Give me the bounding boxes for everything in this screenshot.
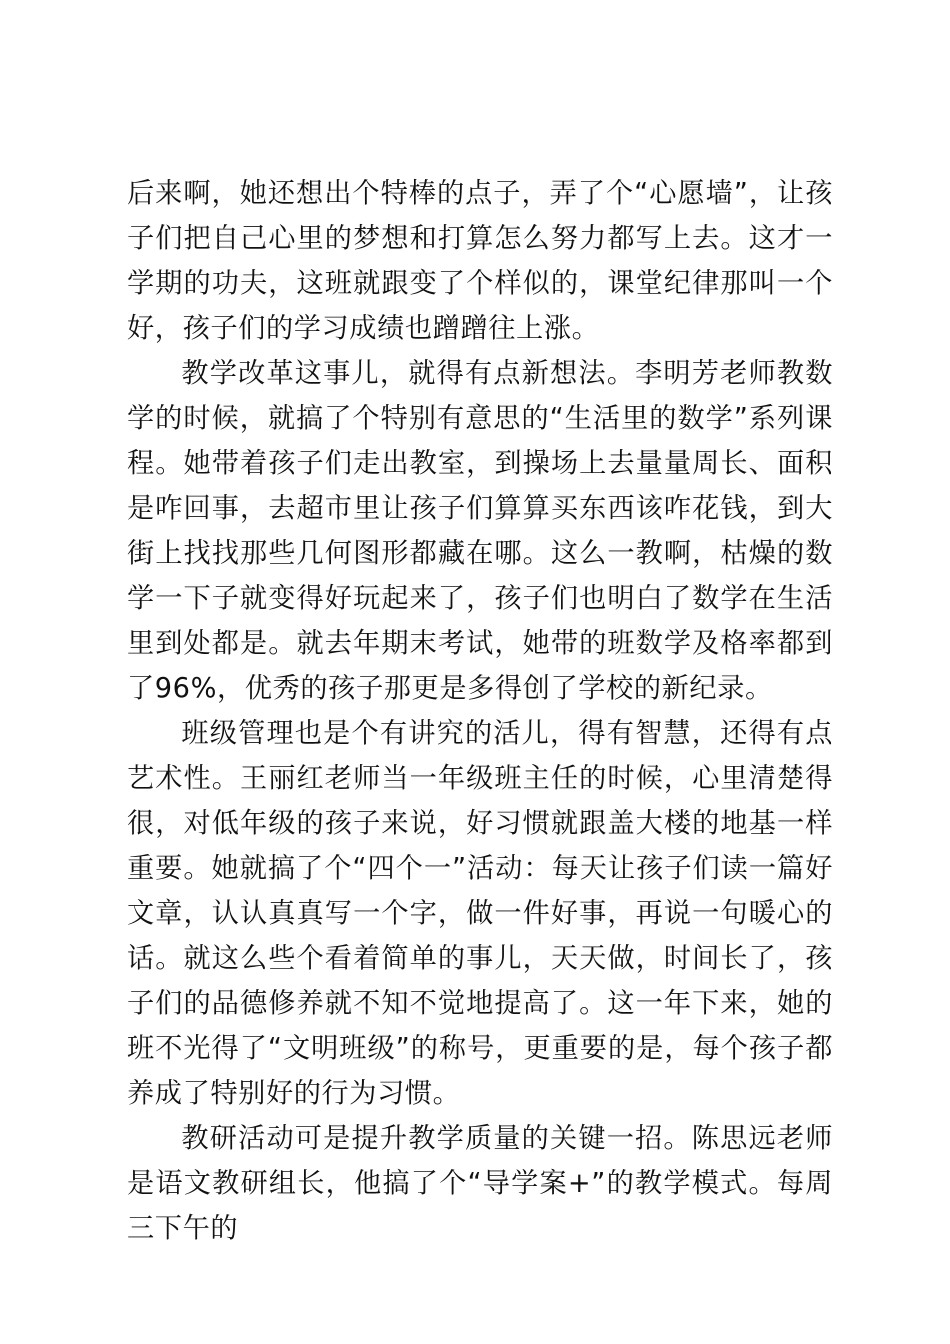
document-page: [127, 171, 833, 1251]
paragraph-2: 教学改革这事儿，就得有点新想法。李明芳老师教数学的时候，就搞了个特别有意思的“生活里的数学”系列课程。她带着孩子们走出教室，到操场上去量量周长、面积是咋回事，去超市里让孩子们算算买东西该咋花钱，到大街上找找那些几何图形都藏在哪。这么一教啊，枯燥的数学一下子就变得好玩起来了，孩子们也明白了数学在生活里到处都是。就去年期末考试，她带的班数学及格率都到了96%，优秀的孩子那更是多得创了学校的新纪录。: [127, 358, 833, 704]
paragraph-1: 后来啊，她还想出个特棒的点子，弄了个“心愿墙”，让孩子们把自己心里的梦想和打算怎么努力都写上去。这才一学期的功夫，这班就跟变了个样似的，课堂纪律那叫一个好，孩子们的学习成绩也蹭蹭往上涨。: [127, 178, 833, 344]
paragraph-4: 教研活动可是提升教学质量的关键一招。陈思远老师是语文教研组长，他搞了个“导学案+”的教学模式。每周三下午的: [127, 1123, 833, 1244]
paragraph-3: 班级管理也是个有讲究的活儿，得有智慧，还得有点艺术性。王丽红老师当一年级班主任的时候，心里清楚得很，对低年级的孩子来说，好习惯就跟盖大楼的地基一样重要。她就搞了个“四个一”活动：每天让孩子们读一篇好文章，认认真真写一个字，做一件好事，再说一句暖心的话。就这么些个看着简单的事儿，天天做，时间长了，孩子们的品德修养就不知不觉地提高了。这一年下来，她的班不光得了“文明班级”的称号，更重要的是，每个孩子都养成了特别好的行为习惯。: [127, 718, 833, 1109]
